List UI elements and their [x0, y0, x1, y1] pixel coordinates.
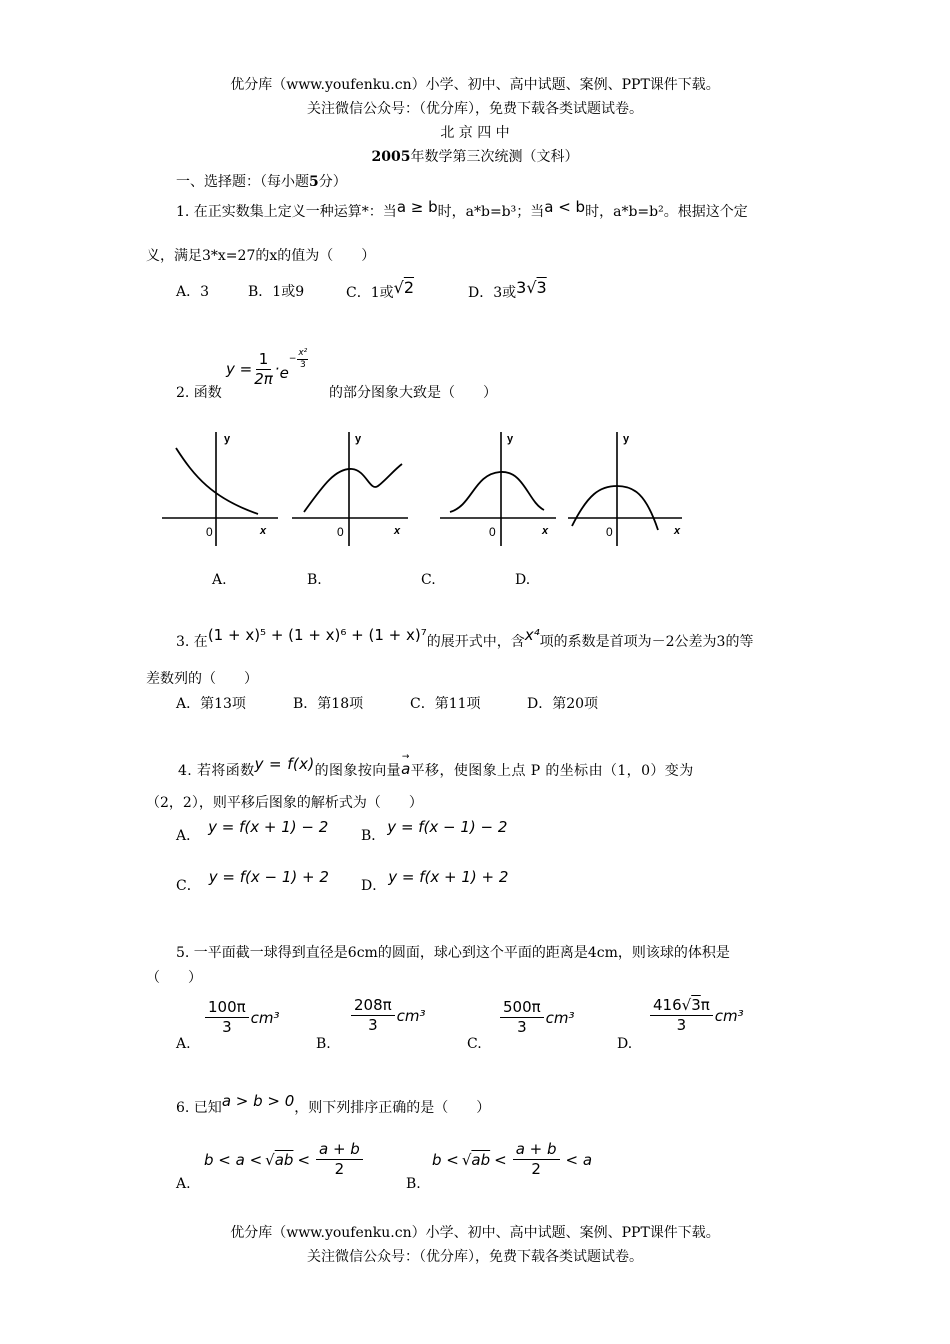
exam-title: [0, 148, 950, 166]
q2-prefix: 2. 函数: [176, 385, 222, 401]
graph-a-y-label: y: [224, 433, 231, 445]
footer-line-1: 优分库（www.youfenku.cn）小学、初中、高中试题、案例、PPT课件下载。: [230, 1225, 720, 1241]
graph-b-x-label: x: [394, 525, 401, 537]
q2-graph-d-label: D.: [515, 572, 531, 588]
q3-prefix: 3. 在: [176, 634, 208, 650]
graph-c-curve: [450, 472, 544, 512]
graph-c-origin-label: 0: [489, 525, 496, 539]
q1-text-2: 时，a*b=b³；当: [437, 204, 545, 220]
q5-option-b-fraction: [351, 996, 395, 1035]
q6-prefix: 6. 已知: [176, 1100, 222, 1116]
q4-option-b-formula: y = f(x − 1) − 2: [387, 818, 508, 836]
q5-option-b-formula: [349, 996, 426, 1035]
q5-option-d-fraction: $\frac{416√3\pi}{3}$: [650, 996, 713, 1035]
q5-option-c-unit: cm³: [545, 1008, 575, 1027]
q4-option-a-label: A．: [176, 828, 201, 844]
q2-graph-d: [566, 428, 690, 548]
q5-option-d-pi: π: [700, 996, 710, 1014]
q3-expression: (1 + x)⁵ + (1 + x)⁶ + (1 + x)⁷: [207, 626, 427, 644]
q3-option-a: A．第13项: [176, 696, 246, 712]
q5-option-c-formula: [498, 998, 575, 1037]
q4-option-d: [361, 868, 509, 895]
footer-line-2: 关注微信公众号：（优分库），免费下载各类试题试卷。: [307, 1249, 643, 1265]
q1-option-d-label: D．3或: [468, 285, 517, 301]
q4-mid: 的图象按向量: [314, 763, 402, 779]
q2-graph-c-label: C.: [421, 572, 436, 588]
q6-option-a-formula: b < a < √ ab < $\frac{a + b}{2}$: [204, 1140, 365, 1179]
q6-line-1: [176, 1092, 491, 1117]
graph-a-curve: [176, 448, 258, 514]
q2-formula-y: y =: [226, 360, 253, 378]
q5-option-b-label: B.: [316, 1036, 331, 1052]
q1-math-2: a < b: [544, 198, 586, 216]
q3-x4: x⁴: [524, 626, 540, 644]
q2-exponent-minus: −: [288, 354, 297, 364]
q5-option-c-fraction: [500, 998, 544, 1037]
q5-option-c-denominator: 3: [517, 1018, 527, 1036]
exam-year: 2005: [371, 149, 411, 165]
q6-option-a-radicand: ab: [274, 1150, 294, 1169]
q5-option-c-label: C.: [467, 1036, 482, 1052]
q2-formula-e: e: [279, 364, 289, 382]
q5-option-a-numerator: 100π: [205, 998, 249, 1018]
q6-option-b-right: < a: [565, 1150, 593, 1169]
q2-graph-a-label: A.: [212, 572, 227, 588]
q4-line-2: （2，2），则平移后图象的解析式为（ ）: [146, 795, 423, 811]
graph-a-x-label: x: [260, 525, 267, 537]
q2-fraction-denominator: 2π: [254, 369, 273, 388]
q4-option-b: [361, 818, 508, 845]
q5-line-2: （ ）: [146, 970, 202, 986]
exam-title-text: 年数学第三次统测（文科）: [410, 149, 579, 165]
q4-option-c: [176, 868, 329, 895]
q6-option-b-formula: b < √ ab < $\frac{a + b}{2}$ < a: [432, 1140, 593, 1178]
q5-option-a-denominator: 3: [222, 1018, 232, 1036]
q2-formula-fraction: [254, 350, 273, 389]
header-line-1: 优分库（www.youfenku.cn）小学、初中、高中试题、案例、PPT课件下载。: [230, 77, 720, 93]
q4-option-d-label: D．: [361, 878, 387, 894]
q1-option-c: C．1或√2: [346, 278, 415, 301]
q1-option-d: D．3或3√3: [468, 278, 547, 301]
q5-option-d-radicand: 3: [691, 996, 701, 1014]
q5-option-b-numerator: 208π: [351, 996, 395, 1016]
q5-option-d-label: D.: [617, 1036, 633, 1052]
q2-formula: [226, 345, 309, 393]
q4-option-d-formula: y = f(x + 1) + 2: [388, 868, 509, 886]
q6-option-b-radicand: ab: [471, 1150, 491, 1169]
q1-math-1: a ≥ b: [396, 198, 438, 216]
q4-option-c-formula: y = f(x − 1) + 2: [208, 868, 329, 886]
graph-b-y-label: y: [355, 433, 362, 445]
q5-option-d-formula: [648, 996, 744, 1035]
q3-line-1: [176, 626, 754, 651]
q1-text-1: 1. 在正实数集上定义一种运算*：当: [176, 204, 397, 220]
q6-option-b-label: B.: [406, 1176, 421, 1192]
q2-suffix: 的部分图象大致是（ ）: [329, 385, 497, 401]
q4-suffix: 平移，使图象上点 P 的坐标由（1，0）变为: [410, 763, 694, 779]
q1-option-d-coef: 3: [516, 278, 527, 297]
q2-exponent-denominator: 3: [299, 359, 306, 370]
q3-mid: 的展开式中，含: [426, 634, 525, 650]
q6-option-b-denominator: 2: [531, 1160, 541, 1178]
q1-line-1: [176, 198, 748, 221]
q3-option-d: D．第20项: [527, 696, 599, 712]
q6-option-a-numerator: a + b: [316, 1140, 363, 1160]
q6-option-a-label: A.: [176, 1176, 191, 1192]
q5-option-b-denominator: 3: [368, 1016, 378, 1034]
graph-d-origin-label: 0: [606, 525, 613, 539]
q4-option-c-label: C．: [176, 878, 201, 894]
q2-exponent-fraction: [297, 348, 308, 371]
graph-b-origin-label: 0: [337, 525, 344, 539]
section-points: 5: [309, 174, 319, 190]
header-line-2: 关注微信公众号：（优分库），免费下载各类试题试卷。: [307, 101, 643, 117]
q6-option-a-lt: <: [297, 1150, 311, 1169]
q6-option-a-denominator: 2: [334, 1160, 345, 1178]
q5-option-d-coef: 416: [653, 996, 682, 1014]
q4-prefix: 4. 若将函数: [178, 763, 255, 779]
q6-option-b-numerator: a + b: [513, 1140, 560, 1160]
graph-b-curve: [304, 464, 402, 512]
q1-option-d-radicand: 3: [536, 278, 547, 297]
q3-option-c: C．第11项: [410, 696, 481, 712]
graph-c-y-label: y: [507, 433, 514, 445]
q2-formula-dot: ·: [274, 360, 280, 378]
q5-option-c-numerator: 500π: [500, 998, 544, 1018]
q1-option-c-radicand: 2: [403, 278, 415, 297]
graph-d-x-label: x: [674, 525, 681, 537]
q2-formula-exponent: [289, 348, 309, 371]
graph-a-origin-label: 0: [206, 525, 213, 539]
q4-function: y = f(x): [254, 755, 315, 773]
q4-vector: → a: [401, 752, 411, 778]
q5-option-a-fraction: [205, 998, 249, 1037]
q2-fraction-numerator: 1: [256, 350, 272, 370]
q1-text-3: 时，a*b=b²。根据这个定: [585, 204, 748, 220]
q3-line-2: 差数列的（ ）: [146, 671, 258, 687]
q6-option-b-lt: <: [494, 1150, 507, 1169]
q6-option-a-left: b < a <: [204, 1150, 263, 1169]
q5-option-d-unit: cm³: [714, 1006, 744, 1025]
q3-option-b: B．第18项: [293, 696, 364, 712]
q1-option-c-label: C．1或: [346, 285, 394, 301]
section-suffix: 分）: [318, 174, 347, 190]
q6-option-b-left: b <: [432, 1150, 459, 1169]
q4-option-b-label: B．: [361, 828, 386, 844]
section-heading: [176, 173, 347, 191]
q2-graph-b: [290, 428, 410, 548]
q5-option-a-unit: cm³: [250, 1008, 280, 1027]
q6-condition: a > b > 0: [221, 1092, 295, 1110]
q5-line-1: 5. 一平面截一球得到直径是6cm的圆面，球心到这个平面的距离是4cm，则该球的体积是: [176, 945, 730, 961]
q4-line-1: [178, 752, 694, 780]
school-name: 北 京 四 中: [440, 125, 510, 141]
q1-option-a: A．3: [176, 284, 210, 300]
graph-d-curve: [572, 486, 658, 530]
q4-option-a: [176, 818, 329, 845]
q4-vector-a: a: [401, 760, 411, 778]
q1-option-b: B．1或9: [248, 284, 305, 300]
q1-line-2: 义，满足3*x=27的x的值为（ ）: [146, 248, 376, 264]
q3-suffix: 项的系数是首项为－2公差为3的等: [539, 634, 754, 650]
q2-graph-c: [438, 428, 558, 548]
q5-option-a-label: A.: [176, 1036, 191, 1052]
q2-graph-b-label: B.: [307, 572, 322, 588]
graph-c-x-label: x: [542, 525, 549, 537]
q6-suffix: ，则下列排序正确的是（ ）: [294, 1100, 491, 1116]
q5-option-b-unit: cm³: [396, 1006, 426, 1025]
q2-graph-a: [160, 428, 280, 548]
q5-option-a-formula: [203, 998, 280, 1037]
section-prefix: 一、选择题：（每小题: [176, 174, 309, 190]
q6-option-b-fraction: [513, 1140, 560, 1179]
q4-option-a-formula: y = f(x + 1) − 2: [208, 818, 329, 836]
q6-option-a-fraction: [316, 1140, 363, 1179]
graph-d-y-label: y: [623, 433, 630, 445]
q2-exponent-numerator: x²: [298, 347, 308, 358]
q5-option-d-denominator: 3: [676, 1016, 687, 1034]
